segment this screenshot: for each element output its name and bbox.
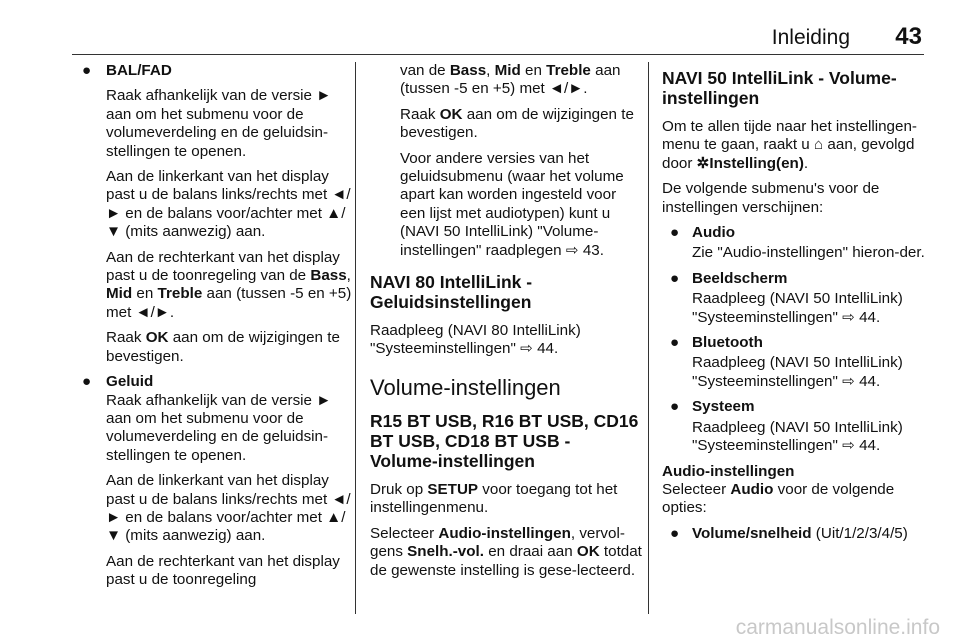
- continued-block: [370, 62, 642, 260]
- paragraph: van de Bass, Mid en Treble aan (tussen -5 en +5) met ◄/►.: [400, 62, 621, 98]
- page-ref-link[interactable]: 44.: [537, 340, 559, 358]
- column-3: [662, 62, 930, 550]
- section-heading: NAVI 80 IntelliLink - Geluidsinstellingen: [370, 272, 533, 313]
- header-rule: [72, 54, 924, 55]
- keyword-audio-instellingen: Audio-instellingen: [438, 524, 571, 542]
- watermark: carmanualsonline.info: [735, 616, 940, 639]
- bullet-item-geluid: [72, 373, 352, 589]
- item-title: Audio: [692, 224, 736, 242]
- paragraph: Selecteer Audio-instellingen, vervol-gens Snelh.-vol. en draai aan OK totdat de gewenste instelling is gese-lecteerd.: [370, 524, 642, 579]
- page-header: [0, 20, 960, 60]
- keyword-audio: Audio: [730, 480, 774, 498]
- bullet-icon: ●: [670, 398, 680, 416]
- page-ref-link[interactable]: 44.: [859, 372, 881, 390]
- item-title: Volume/snelheid: [692, 524, 812, 542]
- paragraph: Volume/snelheid (Uit/1/2/3/4/5): [692, 524, 908, 542]
- column-divider-2: [648, 62, 649, 614]
- keyword-snelh-vol: Snelh.-vol.: [407, 543, 484, 561]
- gear-icon: ✲: [696, 154, 710, 172]
- bullet-icon: ●: [670, 224, 680, 242]
- paragraph: Zie "Audio-instellingen" hieron-der.: [692, 244, 925, 262]
- bullet-icon: ●: [670, 269, 680, 287]
- bullet-item-volume-snelheid: [662, 525, 930, 543]
- paragraph: Druk op SETUP voor toegang tot het instellingenmenu.: [370, 480, 618, 517]
- bullet-icon: ●: [82, 373, 92, 391]
- bullet-item-bluetooth: [662, 334, 930, 391]
- page-ref-link[interactable]: 43.: [582, 241, 604, 259]
- keyword-bass: Bass: [310, 267, 347, 285]
- keyword-instellingen: Instelling(en): [709, 154, 804, 172]
- subsection-heading: Audio-instellingen: [662, 462, 795, 480]
- page-ref-icon: ⇨: [842, 372, 855, 390]
- paragraph: Raak OK aan om de wijzigingen te bevestigen.: [400, 105, 634, 142]
- paragraph: Raadpleeg (NAVI 50 IntelliLink) "Systeeminstellingen" ⇨ 44.: [692, 354, 903, 390]
- paragraph: De volgende submenu's voor de instellingen verschijnen:: [662, 180, 880, 216]
- paragraph: Raadpleeg (NAVI 80 IntelliLink) "Systeeminstellingen" ⇨ 44.: [370, 322, 581, 358]
- item-title: Beeldscherm: [692, 269, 788, 287]
- section-heading: NAVI 50 IntelliLink - Volume-instellingen: [662, 68, 897, 108]
- page-ref-icon: ⇨: [842, 437, 855, 455]
- section-heading: R15 BT USB, R16 BT USB, CD16 BT USB, CD18 BT USB - Volume-instellingen: [370, 410, 639, 471]
- bullet-icon: ●: [82, 62, 92, 79]
- bullet-icon: ●: [670, 334, 680, 352]
- paragraph: Raadpleeg (NAVI 50 IntelliLink) "Systeeminstellingen" ⇨ 44.: [692, 290, 903, 326]
- page-ref-icon: ⇨: [565, 241, 579, 259]
- paragraph: Voor andere versies van het geluidsubmenu (waar het volume apart kan worden ingesteld voor een lijst met audiotypen) kunt u (NAVI 50 IntelliLink) "Volume-instellingen" raadplegen ⇨ 43.: [400, 149, 624, 259]
- page-ref-link[interactable]: 44.: [859, 308, 881, 326]
- paragraph: Raak OK aan om de wijzigingen te bevestigen.: [106, 329, 340, 365]
- keyword-ok: OK: [145, 329, 169, 347]
- keyword-setup: SETUP: [427, 480, 479, 498]
- page-number: 43: [895, 23, 922, 50]
- chapter-heading: Volume-instellingen: [370, 374, 561, 400]
- page-ref-icon: ⇨: [520, 340, 533, 358]
- paragraph: Aan de linkerkant van het display past u de balans links/rechts met ◄/► en de balans voor/achter met ▲/▼ (mits aanwezig) aan.: [106, 472, 351, 545]
- paragraph: Raadpleeg (NAVI 50 IntelliLink) "Systeeminstellingen" ⇨ 44.: [692, 418, 903, 455]
- paragraph: Selecteer Audio voor de volgende opties:: [662, 480, 895, 517]
- paragraph: Aan de linkerkant van het display past u de balans links/rechts met ◄/► en de balans voor/achter met ▲/▼ (mits aanwezig) aan.: [106, 168, 351, 241]
- paragraph: Aan de rechterkant van het display past u de toonregeling: [106, 552, 340, 589]
- paragraph: Raak afhankelijk van de versie ► aan om het submenu voor de volumeverdeling en de geluidsin-stellingen te openen.: [106, 87, 332, 160]
- paragraph: Aan de rechterkant van het display past u de toonregeling van de Bass, Mid en Treble aan (tussen -5 en +5) met ◄/►.: [106, 248, 352, 321]
- home-icon: ⌂: [814, 136, 824, 154]
- column-divider-1: [355, 62, 356, 614]
- bullet-item-systeem: [662, 398, 930, 455]
- bullet-item-audio: [662, 224, 930, 263]
- page-ref-link[interactable]: 44.: [859, 437, 881, 455]
- paragraph: Om te allen tijde naar het instellingen-menu te gaan, raakt u ⌂ aan, gevolgd door ✲Instelling(en).: [662, 118, 917, 172]
- item-title: Bluetooth: [692, 334, 763, 352]
- item-title: Systeem: [692, 398, 755, 416]
- bullet-icon: ●: [670, 524, 680, 542]
- column-1: [72, 62, 352, 597]
- item-title: Geluid: [106, 373, 154, 391]
- bullet-item-bal-fad: [72, 62, 352, 366]
- paragraph: Raak afhankelijk van de versie ► aan om het submenu voor de volumeverdeling en de geluidsin-stellingen te openen.: [106, 391, 332, 464]
- column-2: [370, 62, 642, 587]
- item-title: BAL/FAD: [106, 62, 172, 79]
- keyword-mid: Mid: [106, 285, 133, 303]
- keyword-treble: Treble: [157, 285, 203, 303]
- header-title: Inleiding: [771, 26, 850, 49]
- page-ref-icon: ⇨: [842, 308, 855, 326]
- bullet-item-beeldscherm: [662, 270, 930, 327]
